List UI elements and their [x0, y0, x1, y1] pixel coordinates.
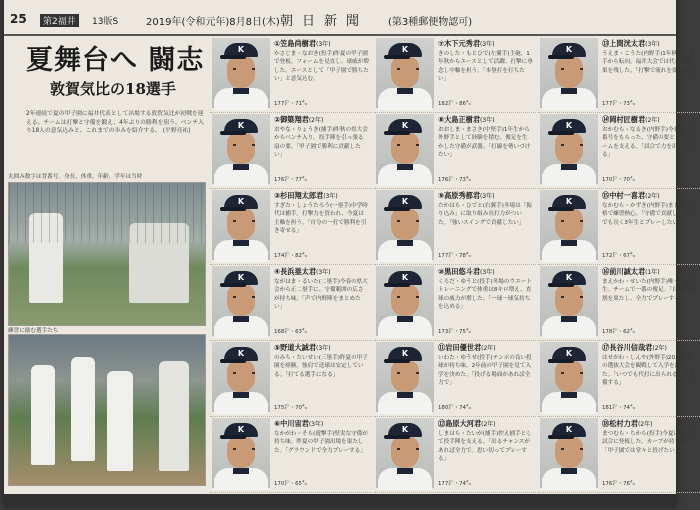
face: [555, 284, 583, 316]
player-name: [274, 115, 323, 125]
player-name-text: ⑨高原秀都君: [438, 191, 481, 200]
player-name-text: ①笠島尚樹君: [274, 39, 317, 48]
uniform-collar: [397, 164, 413, 170]
player-bio: なかむら・かずき(内野手)まじめな性格で練習熱心。「守備で貢献し、少しでも長く3年生とプレーしたい」: [602, 203, 696, 226]
cap-icon: [224, 43, 258, 57]
player-profile: [374, 36, 536, 113]
issue-number: (第3種郵便物認可): [388, 17, 473, 28]
player-grade: (2年): [308, 117, 324, 124]
face: [391, 284, 419, 316]
player-name: [602, 39, 660, 49]
player-profile: [210, 340, 372, 417]
cap-letter: K: [401, 425, 409, 434]
newspaper-name: 朝日新聞: [280, 14, 369, 29]
player-name: [274, 267, 331, 277]
cap-letter: K: [401, 45, 409, 54]
player-photo: [376, 114, 434, 184]
player-bio: なかがわ・そら(遊撃手)堅実な守備が持ち味。昨夏の甲子園出場を果たした。「グラウンドで全力プレーする」: [274, 431, 368, 454]
cap-letter: K: [565, 425, 573, 434]
cap-icon: [552, 271, 586, 285]
uniform-collar: [397, 316, 413, 322]
uniform-collar: [561, 392, 577, 398]
player-bio: きのした・もとひで(左翼手)主砲。1年秋からエースとして活躍、打撃に専念し中軸を担う。「本塁打を打ちたい」: [438, 51, 533, 83]
player-name: [274, 191, 338, 201]
player-name-text: ③杉田翔太郎君: [274, 191, 324, 200]
face: [227, 360, 255, 392]
player-photo: [540, 38, 598, 108]
player-photo: [212, 266, 270, 336]
lead-paragraph: [26, 110, 206, 136]
eyes: [561, 448, 583, 450]
cap-icon: [224, 119, 258, 133]
newspaper-page: [4, 0, 696, 506]
player-photo: [212, 342, 270, 412]
face: [227, 208, 255, 240]
uniform-collar: [397, 392, 413, 398]
player-name-text: ⑧大島正樹君: [438, 115, 481, 124]
face: [227, 56, 255, 88]
player-name: [274, 419, 323, 429]
uniform-collar: [561, 240, 577, 246]
eyes: [561, 220, 583, 222]
player-grade: (3年): [316, 269, 331, 276]
uniform-collar: [233, 316, 249, 322]
cap-letter: K: [565, 349, 573, 358]
eyes: [233, 296, 255, 298]
player-name: [274, 343, 331, 353]
player-profile: [374, 188, 536, 265]
player-grade: (3年): [323, 193, 338, 200]
player-photo: [540, 342, 598, 412]
cap-letter: K: [401, 273, 409, 282]
player-photo: [540, 114, 598, 184]
page-header: [4, 0, 676, 36]
player-stats: 176㌢・77㌔: [274, 177, 308, 183]
headline: 夏舞台へ 闘志: [26, 45, 205, 76]
player-profile: [374, 416, 536, 493]
player-photo: [376, 38, 434, 108]
player-grade: (3年): [480, 41, 495, 48]
face: [391, 436, 419, 468]
team-photo: [8, 334, 206, 486]
player-name-text: ⑯前川誠太君: [602, 267, 646, 276]
player-name: [438, 267, 495, 277]
photo-caption: 丸囲み数字は背番号。身長、体重、年齢、学年は当時: [8, 174, 143, 180]
player-stats: 172㌢・67㌔: [602, 253, 636, 259]
player-profile: [538, 188, 700, 265]
player-figure: [107, 371, 133, 471]
player-name-text: ⑩黒田悠斗君: [438, 267, 481, 276]
player-stats: 177㌢・74㌔: [438, 481, 472, 487]
cap-icon: [388, 347, 422, 361]
uniform-collar: [233, 240, 249, 246]
player-grade: (3年): [308, 421, 324, 428]
eyes: [397, 68, 419, 70]
player-name: [438, 191, 495, 201]
player-bio: おかむら・なるき(内野手)今春から背番号をもらった。守備の要としてチームを支える。「試合で力を出し切る」: [602, 127, 696, 159]
player-bio: まつむら・ちから(投手)今夏は多くの試合に登板した。カーブが持ち味。「甲子園では堂々と投げたい」: [602, 431, 696, 454]
uniform-collar: [561, 88, 577, 94]
batting-net: [9, 183, 205, 243]
player-photo: [376, 418, 434, 488]
eyes: [561, 144, 583, 146]
lead-credit: (平野亮祐): [162, 128, 191, 135]
cap-icon: [388, 423, 422, 437]
player-profile: [538, 112, 700, 189]
face: [391, 132, 419, 164]
cap-icon: [388, 271, 422, 285]
player-bio: いわた・ゆうせ(投手)テンポの良い投球が持ち味。2年前の甲子園を見て入学を決めた。「投げる場面があれば全力で」: [438, 355, 532, 387]
face: [227, 284, 255, 316]
eyes: [561, 68, 583, 70]
uniform-collar: [233, 468, 249, 474]
player-photo: [540, 266, 598, 336]
player-profile: [538, 264, 700, 341]
player-grade: (3年): [480, 193, 495, 200]
photo-caption-2: 練習に励む選手たち: [8, 328, 59, 334]
issue-date: 2019年(令和元年)8月8日(木): [146, 17, 280, 28]
player-stats: 178㌢・62㌔: [602, 329, 636, 335]
player-name-text: ⑦木下元秀君: [438, 39, 481, 48]
eyes: [397, 448, 419, 450]
player-profile: [210, 36, 372, 113]
player-figure: [31, 365, 55, 465]
player-profile: [210, 112, 372, 189]
cap-icon: [224, 271, 258, 285]
player-photo: [212, 418, 270, 488]
cap-letter: K: [565, 197, 573, 206]
eyes: [233, 448, 255, 450]
face: [391, 208, 419, 240]
cap-letter: K: [401, 197, 409, 206]
uniform-collar: [561, 468, 577, 474]
uniform-collar: [397, 468, 413, 474]
player-grade: (3年): [480, 269, 495, 276]
player-stats: 182㌢・86㌔: [438, 101, 472, 107]
player-bio: くろだ・ゆうと(投手)冬場のウエートトレーニングで体重は8キロ増え、直球の威力が増した。「一球一球気持ちを込める」: [438, 279, 532, 311]
subheadline: 敦賀気比の18選手: [50, 80, 176, 98]
player-bio: のみち・たいせい(三塁手)昨夏の甲子園を経験。強肩で送球は安定している。「打てる選手になる」: [274, 355, 368, 378]
player-bio: ながはま・るいた(二塁手)今春の県大会から正二塁手に。守備範囲の広さが持ち味。「声で内野陣をまとめたい」: [274, 279, 368, 311]
player-profile: [374, 340, 536, 417]
player-name: [438, 419, 496, 429]
face: [555, 436, 583, 468]
player-grade: (2年): [637, 421, 653, 428]
face: [555, 360, 583, 392]
cap-icon: [552, 347, 586, 361]
cap-icon: [224, 195, 258, 209]
uniform-collar: [397, 88, 413, 94]
player-photo: [376, 342, 434, 412]
player-name: [602, 343, 667, 353]
player-stats: 168㌢・63㌔: [274, 329, 308, 335]
player-grade: (2年): [645, 193, 660, 200]
player-name: [438, 343, 496, 353]
page-number: 25: [10, 12, 27, 26]
practice-photo: [8, 182, 206, 326]
player-photo: [212, 190, 270, 260]
player-name-text: ⑭岡村匠樹君: [602, 115, 646, 124]
cap-letter: K: [401, 121, 409, 130]
player-grade: (3年): [645, 41, 660, 48]
player-stats: 175㌢・70㌔: [274, 405, 308, 411]
player-name-text: ②御簗翔君: [274, 115, 309, 124]
player-name-text: ⑪岩田優世君: [438, 343, 482, 352]
player-name-text: ⑤野道大誠君: [274, 343, 317, 352]
uniform-collar: [233, 392, 249, 398]
player-stats: 177㌢・73㌔: [602, 101, 636, 107]
uniform-collar: [561, 164, 577, 170]
cap-icon: [552, 119, 586, 133]
cap-letter: K: [565, 121, 573, 130]
eyes: [397, 372, 419, 374]
face: [227, 132, 255, 164]
eyes: [233, 144, 255, 146]
cap-letter: K: [237, 273, 245, 282]
player-grade: (2年): [481, 421, 496, 428]
player-photo: [212, 114, 270, 184]
player-profile: [538, 416, 700, 493]
edition-label: 第2福井: [40, 14, 79, 27]
cap-letter: K: [237, 121, 245, 130]
player-name: [274, 39, 331, 49]
cap-icon: [224, 347, 258, 361]
eyes: [233, 68, 255, 70]
player-bio: おやな・りょうき(捕手)昨秋の県大会からベンチ入り。投手陣を引っ張る扇の要。「甲子園で勝利に貢献したい」: [274, 127, 368, 159]
player-profile: [374, 264, 536, 341]
lead-text: 2年連続で夏の甲子園に福井代表として出場する敦賀気比が初戦を迎える。チームは打撃と守備を鍛え、4年ぶりの勝利を狙う。ベンチ入り18人の意気込みと、これまでの歩みを紹介する。: [26, 111, 204, 135]
player-name-text: ⑥中川宙君: [274, 419, 309, 428]
cap-icon: [552, 423, 586, 437]
player-stats: 173㌢・75㌔: [438, 329, 472, 335]
eyes: [233, 220, 255, 222]
player-photo: [376, 266, 434, 336]
player-photo: [540, 190, 598, 260]
player-name: [438, 115, 495, 125]
face: [391, 56, 419, 88]
player-name-text: ④長浜塁太君: [274, 267, 317, 276]
player-grade: (2年): [481, 345, 496, 352]
player-grade: (1年): [645, 269, 660, 276]
player-bio: しまはら・たいが(捕手)控え捕手として投手陣を支える。「出るチャンスがあれば全力で。思い切ってプレーする」: [438, 431, 532, 463]
player-figure: [159, 361, 189, 471]
player-name-text: ⑫島原大河君: [438, 419, 482, 428]
cap-letter: K: [237, 425, 245, 434]
eyes: [397, 220, 419, 222]
face: [555, 56, 583, 88]
cap-letter: K: [565, 45, 573, 54]
cap-icon: [388, 119, 422, 133]
uniform-collar: [397, 240, 413, 246]
face: [555, 132, 583, 164]
cap-icon: [224, 423, 258, 437]
player-photo: [376, 190, 434, 260]
uniform-collar: [233, 88, 249, 94]
cap-letter: K: [565, 273, 573, 282]
player-stats: 174㌢・82㌔: [274, 253, 308, 259]
player-profile: [210, 416, 372, 493]
player-stats: 176㌢・73㌔: [438, 177, 472, 183]
player-photo: [540, 418, 598, 488]
player-stats: 176㌢・76㌔: [602, 481, 636, 487]
player-stats: 177㌢・78㌔: [438, 253, 472, 259]
uniform-collar: [561, 316, 577, 322]
player-name: [602, 267, 660, 277]
player-name: [602, 419, 652, 429]
player-profile: [210, 264, 372, 341]
player-figure: [71, 357, 95, 461]
player-stats: 181㌢・74㌔: [602, 405, 636, 411]
player-stats: 170㌢・65㌔: [274, 481, 308, 487]
player-profile: [538, 36, 700, 113]
player-stats: 180㌢・74㌔: [438, 405, 472, 411]
player-name-text: ⑱松村力君: [602, 419, 638, 428]
player-bio: まえかわ・せいた(内野手)唯一の1年生。チームで一番の俊足。「自分の役割を果たし、全力でプレーする」: [602, 279, 695, 302]
player-stats: 177㌢・71㌔: [274, 101, 308, 107]
cap-icon: [552, 43, 586, 57]
cap-icon: [552, 195, 586, 209]
eyes: [233, 372, 255, 374]
player-name: [438, 39, 495, 49]
eyes: [561, 372, 583, 374]
player-bio: おおしま・まさき(中堅手)1年生から外野手として経験を積む。俊足を生かした守備が武器。「打線を勢いづけたい」: [438, 127, 531, 159]
cap-letter: K: [401, 349, 409, 358]
face: [555, 208, 583, 240]
player-grade: (3年): [316, 345, 331, 352]
cap-letter: K: [237, 45, 245, 54]
plate-label: 13版S: [92, 17, 119, 27]
eyes: [397, 144, 419, 146]
player-name: [602, 191, 660, 201]
player-bio: かさじま・なおき(投手)昨夏の甲子園で登板。フォームを見直し、球威が増した。エースとして「甲子園で勝ちたい」と意気込む。: [274, 51, 369, 83]
player-bio: はせがわ・しんや(外野手)2015年春の選抜大会を観戦して入学を決めた。「いつでも代打に出られるよう準備する」: [602, 355, 695, 387]
player-profile: [538, 340, 700, 417]
player-bio: すぎた・しょうたろう(一塁手)中学時代は捕手。打撃力を買われ、今夏は主軸を担う。「自分の一打で勝利を引き寄せる」: [274, 203, 368, 235]
player-stats: 170㌢・70㌔: [602, 177, 636, 183]
cap-icon: [388, 195, 422, 209]
player-profile: [210, 188, 372, 265]
cap-letter: K: [237, 197, 245, 206]
face: [391, 360, 419, 392]
player-bio: うえま・こうた(内野手)1年秋に二塁手から転向。福井大会では代打で結果を残した。「打撃で流れを変える」: [602, 51, 695, 74]
eyes: [561, 296, 583, 298]
face: [227, 436, 255, 468]
player-photo: [212, 38, 270, 108]
page-edge: [4, 494, 676, 506]
player-name: [602, 115, 660, 125]
player-grade: (3年): [480, 117, 495, 124]
player-grade: (2年): [645, 117, 660, 124]
cap-letter: K: [237, 349, 245, 358]
eyes: [397, 296, 419, 298]
cap-icon: [388, 43, 422, 57]
player-name-text: ⑮中村一喜君: [602, 191, 646, 200]
player-profile: [374, 112, 536, 189]
player-bio: たかはら・ひでと(右翼手)冬場は「振り込み」に取り組み長打力がついた。「強いスイングで貢献したい」: [438, 203, 532, 226]
player-grade: (2年): [652, 345, 667, 352]
uniform-collar: [233, 164, 249, 170]
player-name-text: ⑬上間洸太君: [602, 39, 646, 48]
player-name-text: ⑰長谷川信哉君: [602, 343, 653, 352]
player-grade: (3年): [316, 41, 331, 48]
